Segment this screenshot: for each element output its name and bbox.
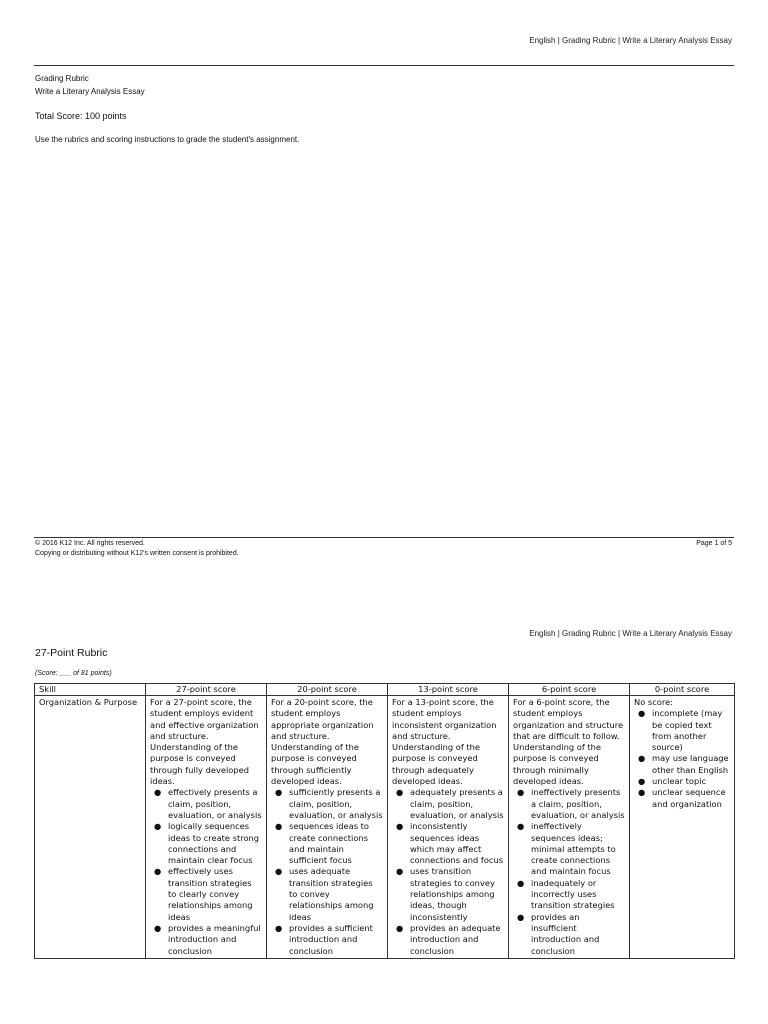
- score-description: For a 20-point score, the student employs appropriate organization and structure. Understanding of the purpose is conveyed through sufficiently developed ideas.: [271, 697, 374, 787]
- score-description: For a 6-point score, the student employs organization and structure that are difficult to follow. Understanding of the purpose is conveyed through minimally developed ideas.: [513, 697, 624, 787]
- list-item: ● logically sequences ideas to create strong connections and maintain clear focus: [154, 821, 260, 866]
- list-item: ● effectively presents a claim, position, evaluation, or analysis: [154, 787, 262, 820]
- list-item: ● unclear sequence and organization: [638, 787, 726, 809]
- page1-footer-rule: [34, 537, 734, 538]
- score-cell: [630, 696, 735, 959]
- doc-title: Grading Rubric: [35, 74, 89, 83]
- page1-header-rule: [34, 65, 734, 66]
- score-description: No score:: [634, 697, 674, 707]
- list-item: ● uses transition strategies to convey relationships among ideas, though inconsistently: [396, 866, 495, 922]
- table-row: [35, 696, 735, 959]
- list-item: ● provides a meaningful introduction and conclusion: [154, 922, 261, 956]
- skill-cell: Organization & Purpose: [35, 696, 146, 959]
- criteria-list: [150, 787, 262, 956]
- score-cell: [509, 696, 630, 959]
- list-item: ● ineffectively sequences ideas; minimal attempts to create connections and maintain focus: [517, 821, 616, 877]
- score-cell: [146, 696, 267, 959]
- list-item: ● unclear topic: [638, 776, 707, 787]
- score-description: For a 13-point score, the student employs inconsistent organization and structure. Understanding of the purpose is conveyed through adequately developed ideas.: [392, 697, 497, 787]
- page2-running-header: English | Grading Rubric | Write a Literary Analysis Essay: [529, 629, 732, 638]
- page1-running-header: English | Grading Rubric | Write a Literary Analysis Essay: [529, 36, 732, 45]
- list-item: ● inadequately or incorrectly uses transition strategies: [517, 877, 615, 911]
- column-header: Skill: [35, 684, 146, 696]
- criteria-list: [634, 708, 730, 810]
- list-item: ● ineffectively presents a claim, position, evaluation, or analysis: [517, 787, 625, 820]
- column-header: 6-point score: [509, 684, 630, 696]
- list-item: ● incomplete (may be copied text from another source): [638, 708, 723, 753]
- rubric-table: [34, 683, 735, 959]
- list-item: ● sequences ideas to create connections and maintain sufficient focus: [275, 821, 369, 866]
- column-header: 13-point score: [388, 684, 509, 696]
- criteria-list: [513, 787, 625, 956]
- footer-notice: Copying or distributing without K12's written consent is prohibited.: [35, 550, 239, 557]
- total-score: Total Score: 100 points: [35, 111, 127, 121]
- column-header: 27-point score: [146, 684, 267, 696]
- doc-subtitle: Write a Literary Analysis Essay: [35, 87, 145, 96]
- list-item: ● inconsistently sequences ideas which may affect connections and focus: [396, 821, 504, 866]
- score-note: (Score: ___ of 81 points): [35, 670, 112, 677]
- rubric-header-row: [35, 684, 735, 696]
- list-item: ● uses adequate transition strategies to convey relationships among ideas: [275, 866, 374, 922]
- column-header: 0-point score: [630, 684, 735, 696]
- list-item: ● provides an adequate introduction and conclusion: [396, 922, 501, 956]
- list-item: ● may use language other than English: [638, 753, 729, 775]
- criteria-list: [271, 787, 383, 956]
- criteria-list: [392, 787, 504, 956]
- list-item: ● sufficiently presents a claim, position, evaluation, or analysis: [275, 787, 383, 820]
- score-cell: [388, 696, 509, 959]
- list-item: ● provides an insufficient introduction and conclusion: [517, 911, 600, 956]
- footer-page-number: Page 1 of 5: [696, 540, 732, 547]
- list-item: ● provides a sufficient introduction and conclusion: [275, 922, 373, 956]
- score-description: For a 27-point score, the student employs evident and effective organization and structure. Understanding of the purpose is conveyed through fully developed ideas.: [150, 697, 259, 787]
- list-item: ● adequately presents a claim, position, evaluation, or analysis: [396, 787, 504, 820]
- instructions-text: Use the rubrics and scoring instructions to grade the student's assignment.: [35, 135, 300, 144]
- section-title: 27-Point Rubric: [35, 647, 108, 659]
- score-cell: [267, 696, 388, 959]
- list-item: ● effectively uses transition strategies to clearly convey relationships among ideas: [154, 866, 253, 922]
- footer-copyright: © 2016 K12 Inc. All rights reserved.: [35, 540, 145, 547]
- column-header: 20-point score: [267, 684, 388, 696]
